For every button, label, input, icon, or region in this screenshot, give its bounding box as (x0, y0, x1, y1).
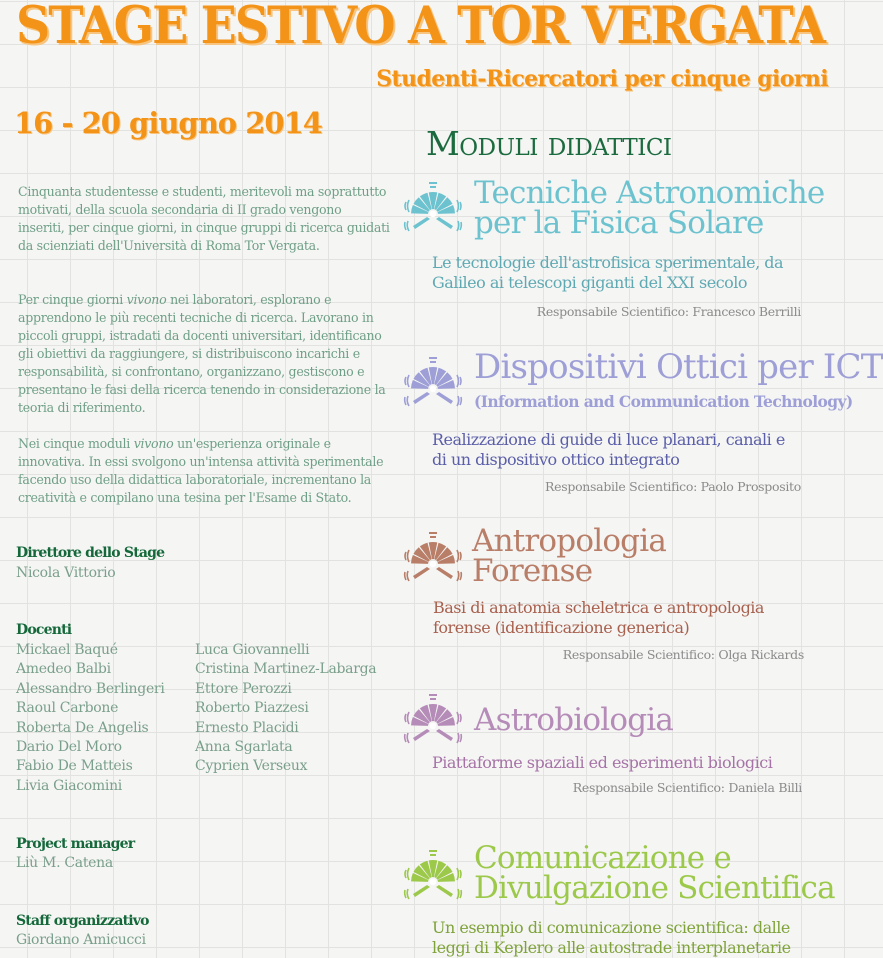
module-title (474, 840, 835, 906)
poster-subtitle: Studenti-Ricercatori per cinque giorni (376, 66, 828, 92)
module-title-line: Antropologia (472, 523, 667, 559)
module-title-line: Tecniche Astronomiche (474, 175, 825, 211)
docente-name: Fabio De Matteis (16, 758, 133, 775)
docente-name: Luca Giovannelli (195, 642, 310, 658)
module-description-line: Realizzazione di guide di luce planari, canali e (432, 430, 785, 449)
intro-text: Nei cinque moduli (18, 436, 134, 451)
docente-name: Ettore Perozzi (195, 680, 292, 697)
module-description-line: Un esempio di comunicazione scientifica: dalle (432, 918, 790, 937)
moduli-heading: Moduli didattici (426, 124, 672, 163)
staff-heading: Staff organizzativo (16, 913, 149, 929)
docenti-column-2 (195, 641, 376, 777)
intro-paragraph-1: Cinquanta studentesse e studenti, meritevoli ma soprattutto motivati, della scuola secondaria di II grado vengono inseriti, per cinque giorni, in cinque gruppi di ricerca guidati da scienziati dell'Università di Roma Tor Vergata. (18, 184, 390, 253)
docente-name: Alessandro Berlingeri (16, 680, 165, 697)
intro-text: Per cinque giorni (18, 292, 127, 307)
intro-text: un'esperienza originale e innovativa. In essi svolgono un'intensa attività sperimentale facendo uso della didattica laboratoriale, incrementano la creatività e compilano una tesina per l'Esame di Stato. (18, 436, 384, 505)
docente-name: Anna Sgarlata (195, 739, 293, 756)
module-description-line: di un dispositivo ottico integrato (432, 450, 680, 469)
module-description (432, 918, 791, 958)
docente-name: Mickael Baqué (16, 642, 118, 658)
docenti-column-1 (16, 641, 165, 796)
project-manager-heading: Project manager (16, 836, 135, 852)
module-description (433, 598, 764, 638)
telescope-icon (403, 846, 463, 906)
poster-title: STAGE ESTIVO A TOR VERGATA (16, 0, 824, 56)
module-title-line: Dispositivi Ottici per ICT (474, 347, 883, 387)
module-responsible: Responsabile Scientifico: Olga Rickards (562, 647, 804, 662)
module-description-line: Galileo ai telescopi giganti del XXI secolo (432, 273, 748, 292)
docente-name: Dario Del Moro (16, 739, 122, 756)
module-responsible: Responsabile Scientifico: Daniela Billi (572, 780, 802, 795)
event-dates: 16 - 20 giugno 2014 (14, 106, 322, 140)
module-title (474, 702, 674, 738)
module-title (472, 523, 667, 589)
docente-name: Roberto Piazzesi (195, 700, 309, 717)
intro-emphasis: vivono (133, 436, 174, 451)
module-description-line: Piattaforme spaziali ed esperimenti biologici (432, 753, 773, 772)
module-description-line: Basi di anatomia scheletrica e antropologia (433, 598, 764, 617)
docente-name: Ernesto Placidi (195, 719, 299, 736)
intro-emphasis: vivono (126, 292, 167, 307)
docente-name: Roberta De Angelis (16, 719, 149, 736)
staff-name: Giordano Amicucci (16, 932, 146, 948)
director-name: Nicola Vittorio (16, 565, 116, 581)
module-responsible: Responsabile Scientifico: Paolo Prosposito (545, 479, 801, 494)
module-title-line: Divulgazione Scientifica (474, 870, 835, 906)
module-description-line: forense (identificazione generica) (433, 618, 690, 637)
docente-name: Cristina Martinez-Labarga (195, 661, 377, 678)
intro-text: nei laboratori, esplorano e apprendono le più recenti tecniche di ricerca. Lavorano in piccoli gruppi, istradati da docenti universitari, identificano gli obiettivi da raggiungere, si distribuiscono incarichi e responsabilità, si confrontano, organizzano, gestiscono e presentano le fasi della ricerca tenendo in considerazione la teoria di riferimento. (18, 292, 386, 415)
director-heading: Direttore dello Stage (16, 545, 165, 561)
intro-paragraph-3 (18, 435, 390, 507)
module-title-line: Forense (472, 553, 593, 589)
intro-paragraph-2 (18, 291, 390, 417)
module-description-line: Le tecnologie dell'astrofisica sperimentale, da (432, 253, 784, 272)
module-title-line: per la Fisica Solare (474, 205, 764, 241)
telescope-icon (403, 690, 463, 750)
docenti-heading: Docenti (16, 622, 72, 638)
module-description (432, 430, 785, 470)
module-title (474, 347, 883, 387)
module-title-line: Comunicazione e (474, 840, 731, 876)
module-description-line: leggi di Keplero alle autostrade interplanetarie (432, 938, 791, 957)
module-title (474, 175, 825, 241)
docente-name: Amedeo Balbi (16, 661, 111, 678)
telescope-icon (403, 178, 463, 238)
module-description (432, 753, 772, 773)
docente-name: Cyprien Verseux (195, 758, 308, 775)
project-manager-name: Liù M. Catena (16, 855, 113, 871)
docente-name: Livia Giacomini (16, 777, 122, 794)
telescope-icon (403, 353, 463, 413)
module-responsible: Responsabile Scientifico: Francesco Berrilli (536, 304, 801, 319)
telescope-icon (403, 528, 463, 588)
module-title-line: Astrobiologia (474, 702, 674, 738)
module-subtitle: (Information and Communication Technology) (474, 392, 853, 411)
module-description (432, 253, 783, 293)
docente-name: Raoul Carbone (16, 700, 119, 717)
